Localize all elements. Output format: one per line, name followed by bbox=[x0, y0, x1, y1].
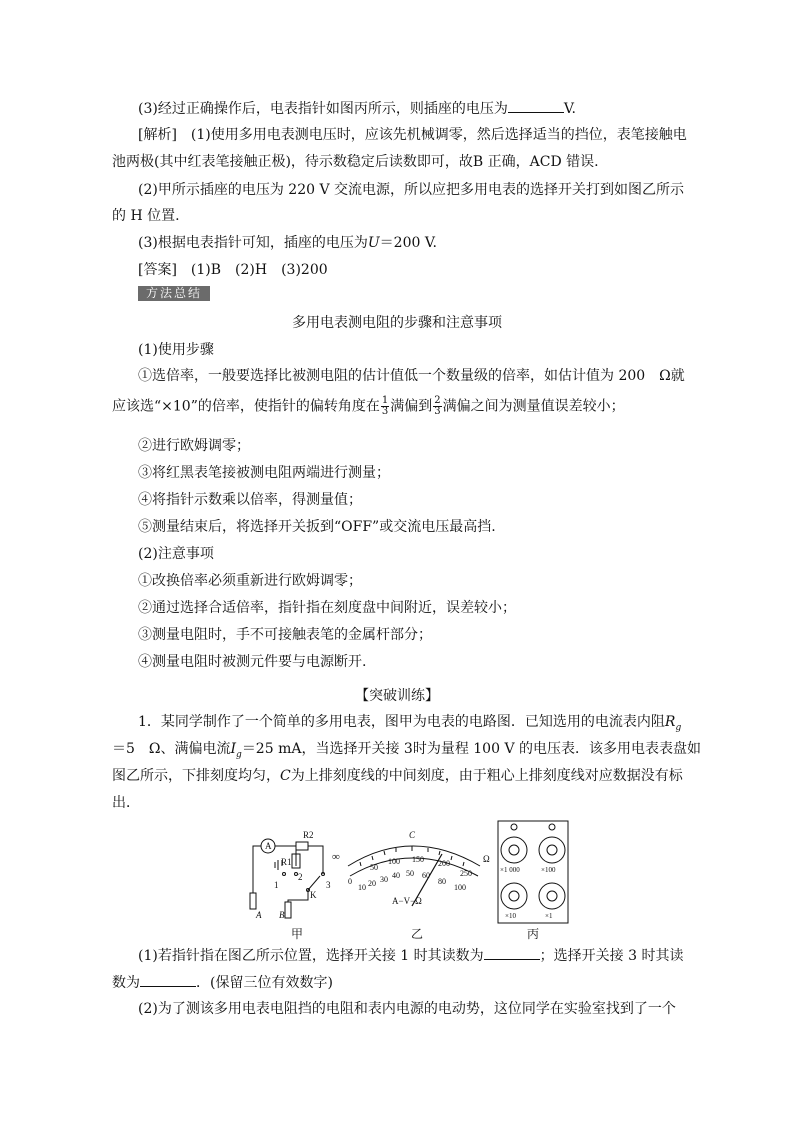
question-3 bbox=[138, 98, 576, 119]
sub-question-1-line-1 bbox=[138, 945, 683, 966]
question-text: ；选择开关接 3 时其读 bbox=[539, 948, 684, 964]
denominator: 3 bbox=[434, 406, 441, 417]
step-text: 满偏之间为测量值误差较小； bbox=[442, 398, 625, 415]
dial-x1 bbox=[539, 883, 565, 909]
step-1-line-1: ①选倍率，一般要选择比被测电阻的估计值低一个数量级的倍率，如估计值为 200 Ω就 bbox=[138, 368, 685, 384]
question-text: ．(保留三位有效数字) bbox=[196, 975, 333, 991]
caption-yi: 乙 bbox=[411, 927, 424, 941]
problem-1-line-3 bbox=[112, 766, 683, 786]
analysis-text: (3)根据电表指针可知，插座的电压为 bbox=[138, 235, 368, 251]
variable-u: U bbox=[367, 235, 380, 251]
notes-heading: (2)注意事项 bbox=[138, 546, 214, 562]
multiplier-label: ×100 bbox=[541, 866, 556, 874]
sub-question-2: (2)为了测该多用电表电阻挡的电阻和表内电源的电动势，这位同学在实验室找到了一个 bbox=[138, 1001, 676, 1017]
problem-text: ＝25 mA，当选择开关接 3时为量程 100 V 的电压表．该多用电表表盘如 bbox=[241, 741, 702, 757]
probe-b-label: B bbox=[279, 910, 285, 920]
terminal-1-label: 1 bbox=[274, 880, 279, 890]
problem-text: 为上排刻度线的中间刻度，由于粗心上排刻度线对应数据没有标 bbox=[290, 768, 683, 784]
resistor-r2 bbox=[296, 842, 308, 850]
scale-number: 250 bbox=[460, 869, 472, 878]
mode-label: A−V−Ω bbox=[392, 896, 422, 906]
question-text: 数为 bbox=[112, 975, 140, 991]
wire bbox=[288, 890, 308, 902]
ammeter-label: A bbox=[265, 841, 272, 851]
scale-number: 40 bbox=[392, 871, 400, 880]
analysis-line-4: 的 H 位置. bbox=[112, 208, 180, 224]
scale-number: 100 bbox=[454, 883, 466, 892]
analysis-value: ＝200 V. bbox=[379, 235, 437, 251]
c-mark: C bbox=[409, 830, 416, 840]
steps-heading: (1)使用步骤 bbox=[138, 342, 214, 358]
meter-dial-yi bbox=[330, 818, 495, 923]
scale-number: 100 bbox=[388, 857, 400, 866]
note-1: ①改换倍率必须重新进行欧姆调零； bbox=[138, 573, 362, 589]
scale-number: 60 bbox=[422, 871, 430, 880]
dial-knob bbox=[547, 845, 557, 855]
dial-knob bbox=[509, 845, 519, 855]
section-title: 多用电表测电阻的步骤和注意事项 bbox=[292, 315, 502, 331]
variable-i: I bbox=[230, 741, 237, 757]
problem-1-line-1 bbox=[138, 712, 681, 738]
note-4: ④测量电阻时被测元件要与电源断开. bbox=[138, 654, 367, 670]
step-1-line-2 bbox=[112, 396, 625, 417]
probe-a bbox=[250, 893, 256, 909]
resistance-box-bing bbox=[497, 820, 569, 924]
unit-text: V. bbox=[563, 101, 576, 117]
caption-bing: 丙 bbox=[527, 927, 540, 941]
step-5: ⑤测量结束后，将选择开关扳到“OFF”或交流电压最高挡. bbox=[138, 519, 496, 535]
note-2: ②通过选择合适倍率，指针指在刻度盘中间附近，误差较小； bbox=[138, 600, 516, 616]
step-4: ④将指针示数乘以倍率，得测量值； bbox=[138, 492, 362, 508]
terminal-3-label: 3 bbox=[326, 880, 331, 890]
scale-number: 80 bbox=[438, 877, 446, 886]
variable-r: R bbox=[664, 714, 676, 730]
wire bbox=[253, 846, 323, 893]
numerator: 2 bbox=[434, 395, 441, 406]
dial-x1000 bbox=[501, 837, 527, 863]
analysis-line-3: (2)甲所示插座的电压为 220 V 交流电源，所以应把多用电表的选择开关打到如图乙所示 bbox=[138, 182, 685, 198]
dial-x100 bbox=[539, 837, 565, 863]
scale-number: 50 bbox=[370, 863, 378, 872]
answer-blank[interactable] bbox=[508, 98, 564, 113]
method-summary-tag: 方法总结 bbox=[138, 286, 210, 301]
answer-blank-1[interactable] bbox=[484, 945, 540, 960]
selector-switch bbox=[308, 876, 320, 890]
scale-number: 10 bbox=[358, 883, 366, 892]
problem-text: 图乙所示，下排刻度均匀， bbox=[112, 768, 280, 784]
analysis-line-2: 池两极(其中红表笔接触正极)，待示数稳定后读数即可，故B 正确，ACD 错误. bbox=[112, 154, 599, 170]
step-text: 满偏到 bbox=[390, 398, 433, 415]
note-3: ③测量电阻时，手不可接触表笔的金属杆部分； bbox=[138, 627, 432, 643]
fraction-two-thirds bbox=[433, 396, 441, 417]
dial-x10 bbox=[501, 883, 527, 909]
question-3-text: (3)经过正确操作后，电表指针如图丙所示，则插座的电压为 bbox=[138, 101, 508, 117]
subscript-g: g bbox=[236, 749, 242, 760]
step-3: ③将红黑表笔接被测电阻两端进行测量； bbox=[138, 465, 390, 481]
scale-number: 30 bbox=[380, 875, 388, 884]
switch-k-label: K bbox=[310, 890, 317, 900]
problem-1-line-2 bbox=[112, 739, 701, 765]
problem-1-line-4: 出． bbox=[112, 795, 140, 811]
question-text: (1)若指针指在图乙所示位置，选择开关接 1 时其读数为 bbox=[138, 948, 484, 964]
scale-number: 0 bbox=[348, 877, 352, 886]
dial-knob bbox=[547, 891, 557, 901]
multiplier-label: ×1 000 bbox=[500, 866, 520, 874]
problem-text: ＝5 Ω、满偏电流 bbox=[112, 741, 231, 757]
scale-number: 200 bbox=[438, 859, 450, 868]
step-text: 应该选“×10”的倍率，使指针的偏转角度在 bbox=[112, 398, 380, 415]
scale-number: 50 bbox=[406, 869, 414, 878]
terminal-1 bbox=[283, 873, 286, 876]
caption-jia: 甲 bbox=[291, 927, 304, 941]
r1-label: R1 bbox=[281, 857, 292, 867]
sub-question-1-line-2 bbox=[112, 972, 333, 993]
training-heading: 【突破训练】 bbox=[355, 688, 439, 704]
scale-number: 150 bbox=[412, 855, 424, 864]
probe-a-label: A bbox=[256, 910, 262, 920]
scale-number: 20 bbox=[368, 879, 376, 888]
terminal-2-label: 2 bbox=[298, 872, 303, 882]
multiplier-label: ×10 bbox=[505, 912, 516, 920]
omega-mark: Ω bbox=[483, 854, 490, 864]
probe-b bbox=[285, 902, 291, 918]
subscript-g: g bbox=[675, 722, 682, 733]
r2-label: R2 bbox=[303, 830, 314, 840]
analysis-line-5 bbox=[138, 233, 437, 253]
problem-text: 1．某同学制作了一个简单的多用电表，图甲为电表的电路图．已知选用的电流表内阻 bbox=[138, 714, 665, 730]
multiplier-label: ×1 bbox=[545, 912, 553, 920]
answer-line: [答案] (1)B (2)H (3)200 bbox=[138, 262, 328, 278]
variable-c: C bbox=[280, 768, 291, 784]
binding-post bbox=[549, 824, 555, 830]
binding-post bbox=[511, 824, 517, 830]
fraction-one-third bbox=[381, 396, 389, 417]
numerator: 1 bbox=[381, 395, 389, 406]
infinity-mark: ∞ bbox=[332, 851, 340, 863]
denominator: 3 bbox=[381, 406, 389, 417]
analysis-line-1: [解析] (1)使用多用电表测电压时，应该先机械调零，然后选择适当的挡位，表笔接触电 bbox=[138, 127, 687, 143]
answer-blank-2[interactable] bbox=[140, 972, 196, 987]
dial-knob bbox=[509, 891, 519, 901]
step-2: ②进行欧姆调零； bbox=[138, 438, 250, 454]
